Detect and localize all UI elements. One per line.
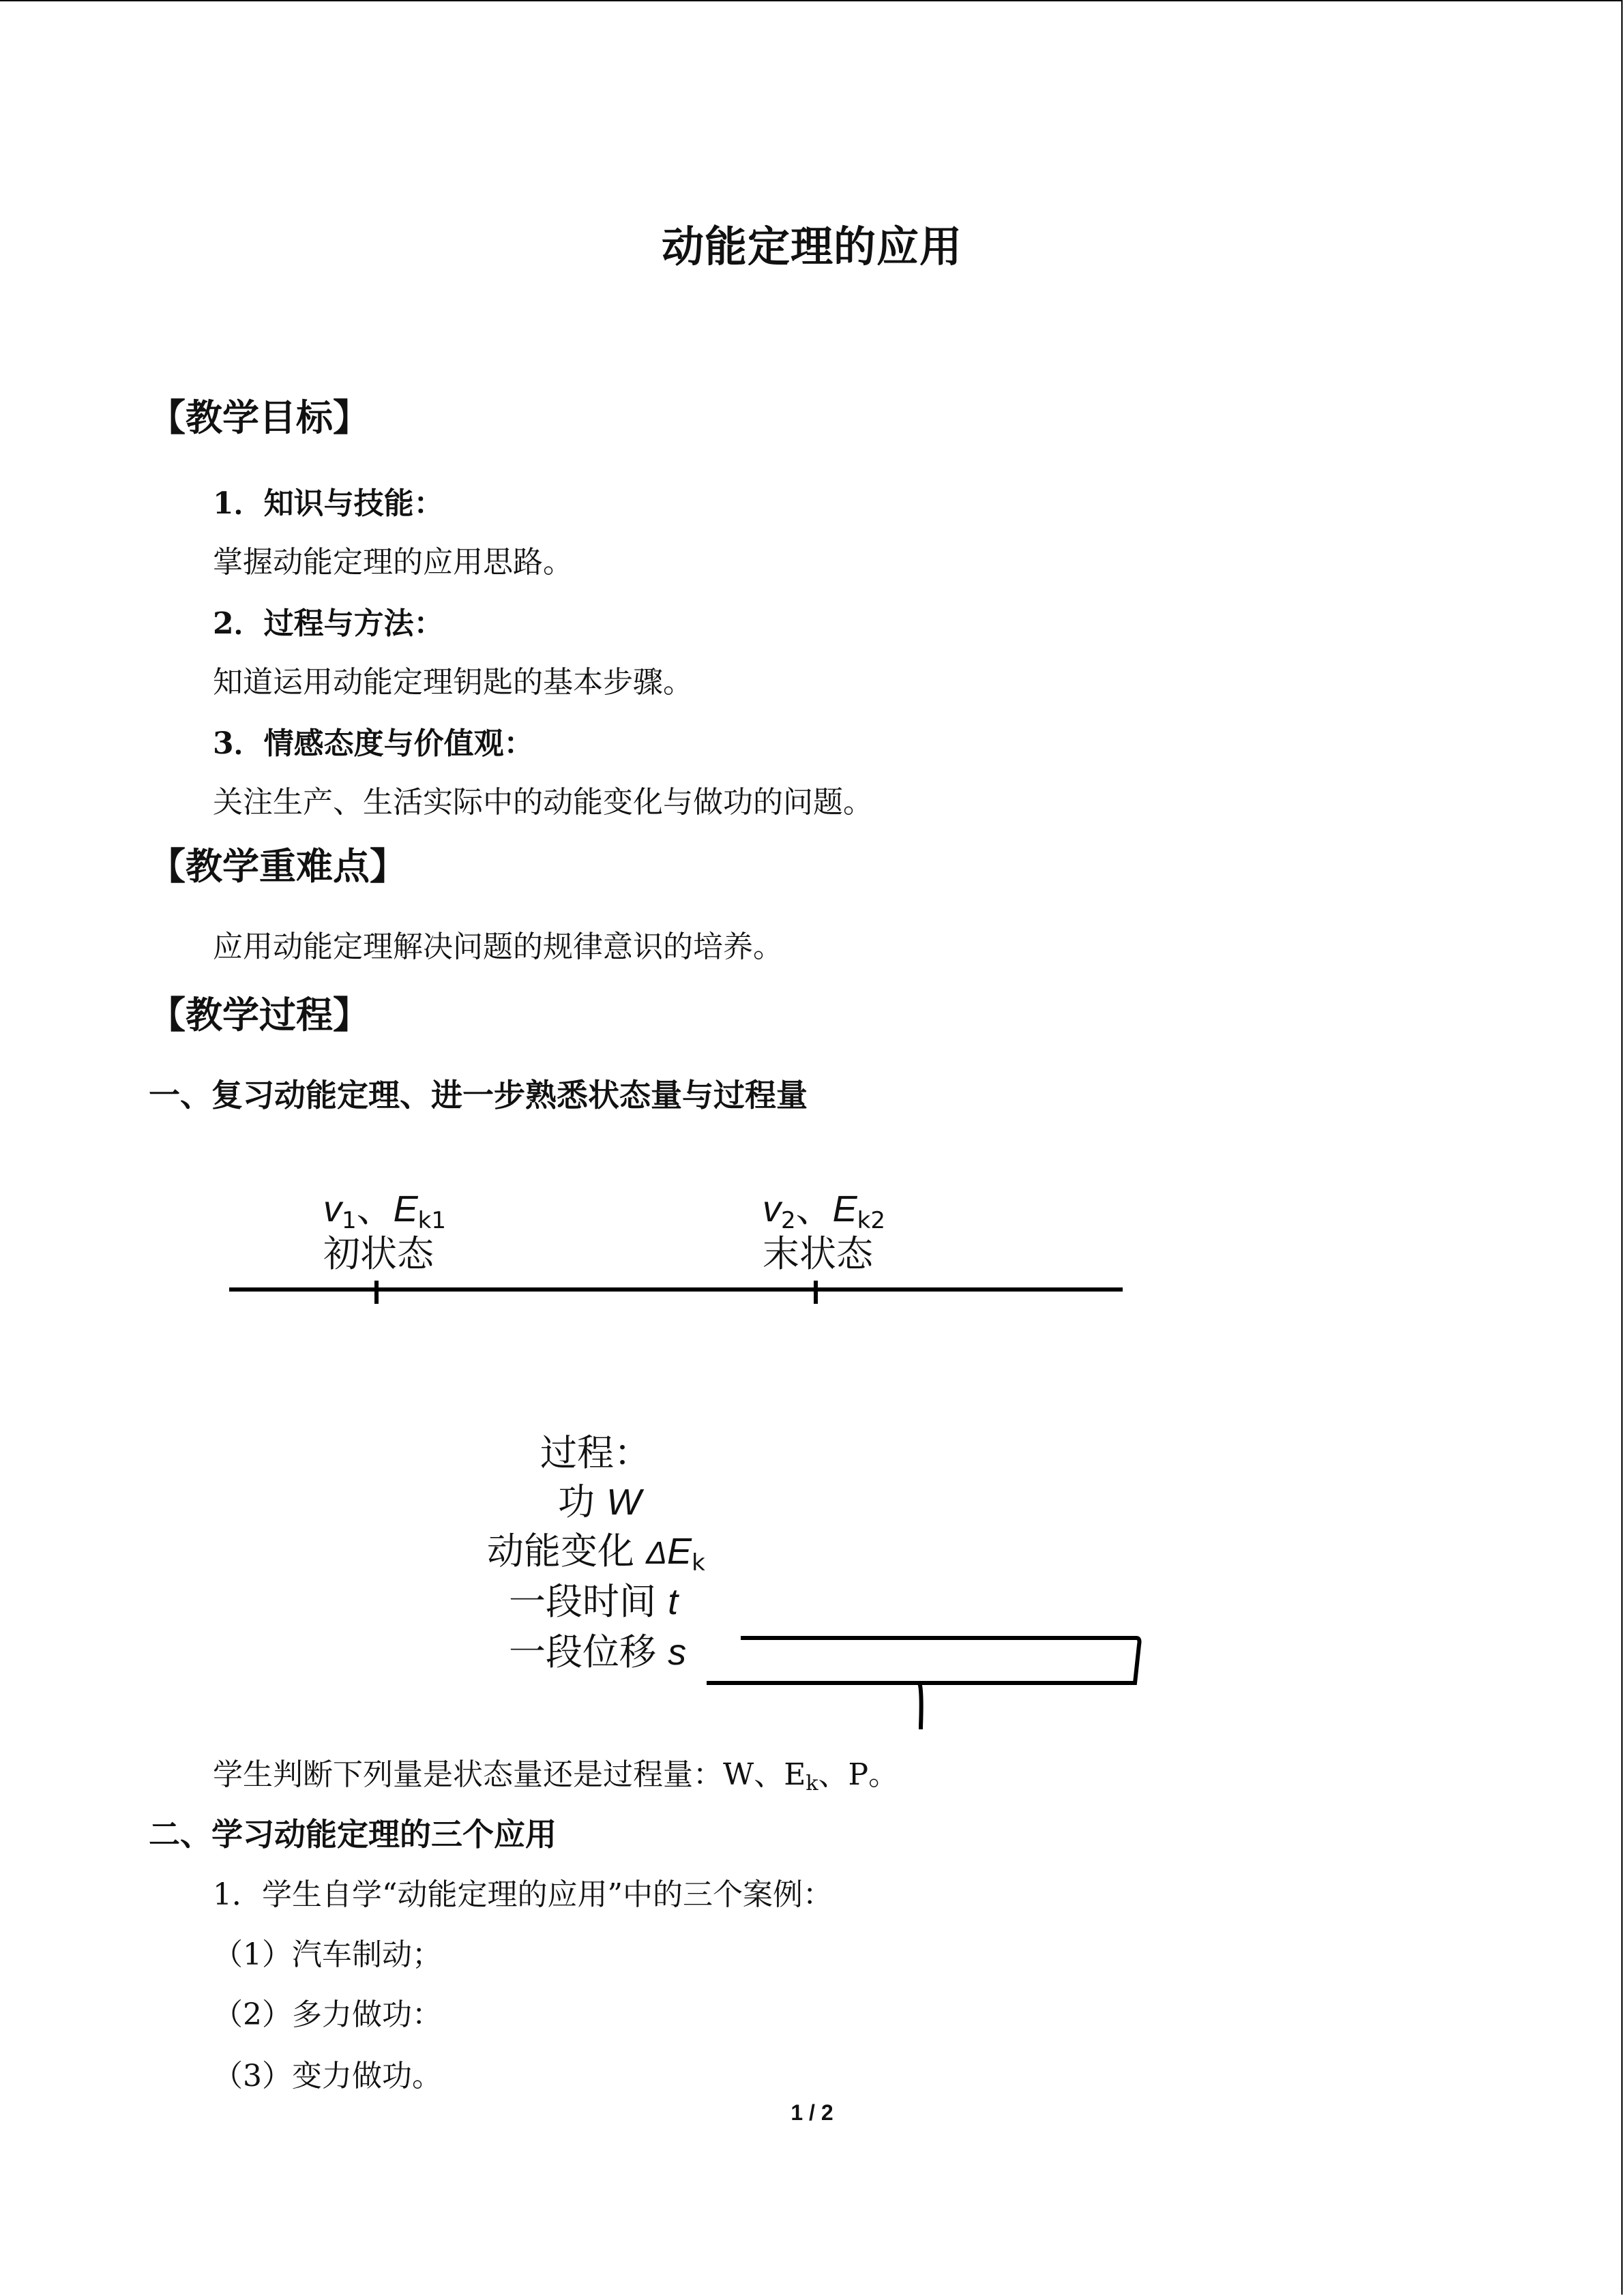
cases-intro: 1．学生自学“动能定理的应用”中的三个案例： <box>213 1877 833 1912</box>
initial-e-subscript: k1 <box>417 1207 446 1234</box>
final-state-label: 末状态 <box>763 1232 873 1275</box>
displacement-symbol: s <box>668 1632 687 1673</box>
question-text: 学生判断下列量是状态量还是过程量：W、E <box>213 1757 806 1792</box>
final-e-subscript: k2 <box>857 1207 885 1234</box>
case-1: （1）汽车制动； <box>213 1937 442 1972</box>
time-label <box>509 1572 678 1625</box>
energy-subscript: k <box>692 1549 705 1577</box>
process-brace <box>707 1638 1140 1729</box>
objective-3-text: 关注生产、生活实际中的动能变化与做功的问题。 <box>213 785 873 820</box>
energy-change-text: 动能变化 <box>487 1530 634 1572</box>
part-2-heading: 二、学习动能定理的三个应用 <box>149 1816 557 1853</box>
question-subscript: k <box>806 1772 818 1795</box>
objective-1-text: 掌握动能定理的应用思路。 <box>213 545 573 580</box>
process-label: 过程： <box>540 1431 651 1474</box>
initial-v-symbol: v <box>323 1189 342 1229</box>
final-v-symbol: v <box>763 1189 781 1229</box>
work-label <box>558 1473 641 1525</box>
section-heading-objectives: 【教学目标】 <box>149 396 370 439</box>
initial-e-symbol: E <box>393 1189 418 1229</box>
displacement-label <box>509 1623 686 1675</box>
work-text: 功 <box>558 1480 595 1523</box>
delta-symbol: Δ <box>646 1535 668 1570</box>
objective-1-label: 1．知识与技能： <box>213 486 444 521</box>
final-separator: 、 <box>795 1187 833 1230</box>
objective-3-label: 3．情感态度与价值观： <box>213 726 534 761</box>
objective-2-text: 知道运用动能定理钥匙的基本步骤。 <box>213 665 693 700</box>
key-points-text: 应用动能定理解决问题的规律意识的培养。 <box>213 929 783 964</box>
time-text: 一段时间 <box>509 1580 656 1623</box>
case-2: （2）多力做功： <box>213 1997 442 2032</box>
state-vs-process-question <box>213 1750 898 1795</box>
energy-symbol: E <box>667 1531 692 1572</box>
initial-v-subscript: 1 <box>342 1207 357 1234</box>
displacement-text: 一段位移 <box>509 1630 656 1673</box>
final-v-subscript: 2 <box>781 1207 796 1234</box>
energy-change-label <box>487 1522 705 1577</box>
case-3: （3）变力做功。 <box>213 2059 442 2093</box>
objective-2-label: 2．过程与方法： <box>213 606 444 641</box>
question-tail: 、P。 <box>818 1757 899 1792</box>
section-heading-process: 【教学过程】 <box>149 994 370 1037</box>
initial-state-label: 初状态 <box>323 1232 434 1275</box>
part-1-heading: 一、复习动能定理、进一步熟悉状态量与过程量 <box>149 1077 808 1114</box>
page-number: 1 / 2 <box>791 2100 833 2125</box>
work-symbol: W <box>606 1482 642 1523</box>
page-title: 动能定理的应用 <box>661 222 962 271</box>
time-symbol: t <box>668 1581 679 1622</box>
section-heading-key-points: 【教学重难点】 <box>149 845 407 888</box>
initial-separator: 、 <box>356 1187 394 1230</box>
final-e-symbol: E <box>832 1189 857 1229</box>
